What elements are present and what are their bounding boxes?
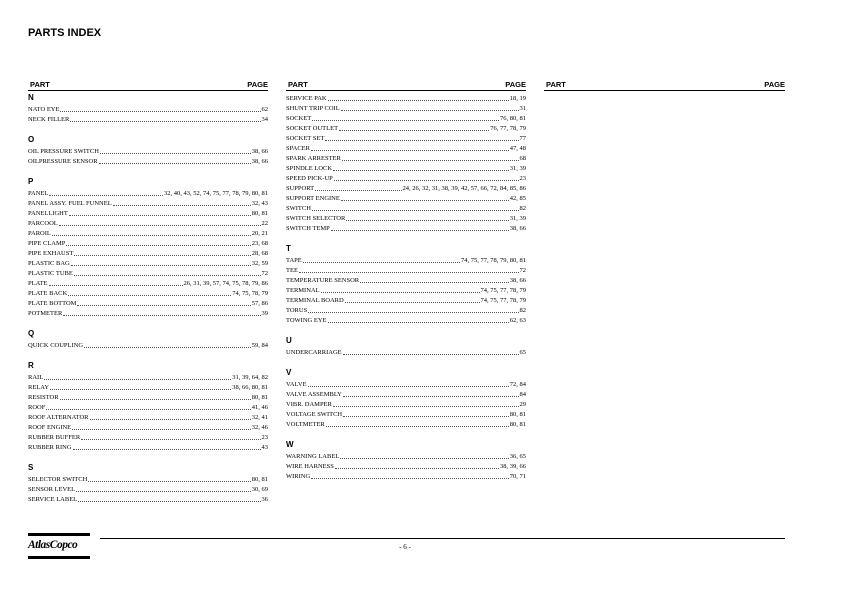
index-entry [28,392,268,402]
dot-leader [100,153,251,154]
page-refs: 38, 66 [509,277,526,284]
index-entry [286,213,526,223]
part-name: OILPRESSURE SENSOR [28,158,98,165]
part-name: ROOF ENGINE [28,424,72,431]
dot-leader [325,140,518,141]
index-entry [28,156,268,166]
part-name: TERMINAL [286,287,320,294]
dot-leader [312,120,499,121]
dot-leader [76,491,251,492]
page-refs: 23 [261,434,268,441]
part-name: PLATE BOTTOM [28,300,77,307]
page-refs: 38, 39, 66 [500,463,526,470]
index-entry [28,412,268,422]
page-refs: 32, 43 [251,200,268,207]
page-refs: 31, 39 [509,165,526,172]
page-refs: 18, 19 [509,95,526,102]
section-letter: S [28,463,34,472]
dot-leader [73,449,261,450]
page-refs: 38, 66 [251,158,268,165]
dot-leader [341,110,519,111]
page-refs: 76, 80, 81 [500,115,526,122]
page-refs: 31 [519,105,526,112]
dot-leader [326,426,509,427]
dot-leader [77,305,250,306]
part-name: PLATE BACK [28,290,68,297]
part-name: WIRE HARNESS [286,463,334,470]
page-refs: 68 [519,155,526,162]
part-name: SWITCH TEMP [286,225,330,232]
dot-leader [339,130,489,131]
part-name: NATO EYE [28,106,60,113]
part-name: SUPPORT [286,185,315,192]
index-entry [286,461,526,471]
index-entry [286,285,526,295]
part-name: NECK FILLER [28,116,70,123]
index-entry [286,409,526,419]
index-entry [286,347,526,357]
part-name: SENSOR LEVEL [28,486,76,493]
page-refs: 32, 59 [251,260,268,267]
page-refs: 80, 81 [251,210,268,217]
part-name: WIRING [286,473,311,480]
index-entry [286,379,526,389]
dot-leader [315,190,401,191]
page-refs: 32, 46 [251,424,268,431]
dot-leader [333,406,519,407]
index-entry [286,399,526,409]
index-entry [286,315,526,325]
part-name: PAROIL [28,230,51,237]
index-entry [28,268,268,278]
dot-leader [341,200,509,201]
index-column-3 [544,80,785,90]
index-entry [286,123,526,133]
part-name: WARNING LABEL [286,453,340,460]
page-refs: 32, 41 [251,414,268,421]
part-name: SWITCH SELECTOR [286,215,346,222]
index-entry [28,104,268,114]
part-name: POTMETER [28,310,63,317]
header-rule [28,90,268,91]
part-name: TERMINAL BOARD [286,297,344,304]
section-letter: O [28,135,35,144]
dot-leader [360,282,509,283]
page-refs: 22 [261,220,268,227]
page-refs: 80, 81 [509,421,526,428]
part-name: SPACER [286,145,310,152]
part-name: TEMPERATURE SENSOR [286,277,360,284]
page-refs: 82 [519,307,526,314]
part-name: SERVICE PAK [286,95,327,102]
part-name: RESISTOR [28,394,59,401]
dot-leader [334,180,519,181]
dot-leader [328,322,509,323]
page-refs: 42, 85 [509,195,526,202]
page-refs: 74, 75, 78, 79 [232,290,268,297]
dot-leader [343,416,509,417]
part-name: TORUS [286,307,308,314]
page-refs: 39 [261,310,268,317]
dot-leader [78,501,260,502]
index-entry [28,228,268,238]
part-name: RAIL [28,374,44,381]
dot-leader [335,468,499,469]
section-letter: V [286,368,292,377]
index-entry [28,402,268,412]
page-refs: 36 [261,496,268,503]
dot-leader [59,225,261,226]
index-entry [286,153,526,163]
dot-leader [345,302,480,303]
dot-leader [308,312,518,313]
page-refs: 74, 75, 77, 78, 79 [480,297,526,304]
dot-leader [311,150,509,151]
index-entry [286,163,526,173]
index-entry [286,173,526,183]
page-refs: 36, 65 [509,453,526,460]
page-refs: 84 [519,391,526,398]
page-refs: 57, 86 [251,300,268,307]
part-name: SERVICE LABEL [28,496,78,503]
dot-leader [340,458,508,459]
part-name: TAPE [286,257,302,264]
index-entry [286,93,526,103]
part-name: OIL PRESSURE SWITCH [28,148,99,155]
header-rule [544,90,785,91]
index-entry [286,143,526,153]
dot-leader [303,262,460,263]
page-title: PARTS INDEX [28,27,102,39]
page-refs: 80, 81 [509,411,526,418]
part-name: SOCKET OUTLET [286,125,339,132]
dot-leader [331,230,509,231]
dot-leader [299,272,519,273]
part-name: QUICK COUPLING [28,342,84,349]
page-refs: 23, 68 [251,240,268,247]
dot-leader [46,409,250,410]
part-name: SUPPORT ENGINE [286,195,340,202]
page-refs: 38, 66 [509,225,526,232]
index-entry [28,442,268,452]
dot-leader [69,215,251,216]
part-header: PART [546,80,566,89]
page-refs: 24, 26, 32, 31, 38, 39, 42, 57, 66, 72, 84, 85, 86 [402,185,526,192]
page-refs: 28, 68 [251,250,268,257]
page-refs: 62, 63 [509,317,526,324]
page-refs: 43 [261,444,268,451]
index-entry [286,133,526,143]
part-name: ROOF ALTERNATOR [28,414,89,421]
index-entry [286,103,526,113]
page-refs: 82 [519,205,526,212]
logo-wordmark: AtlasCopco [28,539,78,551]
section-letter: N [28,93,34,102]
page-refs: 72 [519,267,526,274]
dot-leader [63,315,260,316]
index-entry [28,218,268,228]
part-name: TEE [286,267,298,274]
part-name: ROOF [28,404,46,411]
dot-leader [81,439,260,440]
part-name: VIBR. DAMPER [286,401,332,408]
index-entry [286,305,526,315]
index-entry [28,288,268,298]
index-entry [286,295,526,305]
part-name: PANEL [28,190,49,197]
dot-leader [328,100,509,101]
page-refs: 62 [261,106,268,113]
part-name: RUBBER BUFFER [28,434,81,441]
section-letter: U [286,336,292,345]
dot-leader [60,399,251,400]
atlas-copco-logo [28,533,90,559]
part-name: PLATE [28,280,48,287]
index-entry [28,258,268,268]
part-name: VALVE ASSEMBLY [286,391,342,398]
page-refs: 80, 81 [251,476,268,483]
part-name: VALVE [286,381,307,388]
index-entry [286,183,526,193]
index-entry [286,223,526,233]
dot-leader [71,265,251,266]
index-entry [286,113,526,123]
page-refs: 47, 48 [509,145,526,152]
page-refs: 77 [519,135,526,142]
dot-leader [333,170,509,171]
dot-leader [44,379,231,380]
page-refs: 76, 77, 78, 79 [490,125,526,132]
page-refs: 31, 39, 64, 82 [232,374,268,381]
dot-leader [74,275,261,276]
index-entry [286,471,526,481]
page-refs: 29 [519,401,526,408]
part-name: SOCKET SET [286,135,325,142]
dot-leader [90,419,251,420]
part-name: VOLTMETER [286,421,325,428]
index-entry [28,372,268,382]
part-name: SPINDLE LOCK [286,165,333,172]
page-header: PAGE [764,80,785,89]
page-number: - 6 - [399,543,411,551]
dot-leader [70,121,260,122]
dot-leader [343,354,519,355]
section-letter: P [28,177,34,186]
index-entry [28,494,268,504]
index-entry [28,432,268,442]
part-name: PANEL ASSY. FUEL FUNNEL [28,200,112,207]
part-name: SWITCH [286,205,311,212]
part-name: RELAY [28,384,50,391]
index-entry [28,382,268,392]
page-refs: 38, 66, 80, 81 [232,384,268,391]
index-column-2 [286,80,526,480]
section-letter: R [28,361,34,370]
dot-leader [342,160,519,161]
logo-bar-top [28,533,90,536]
dot-leader [66,245,250,246]
part-name: PLASTIC BAG [28,260,70,267]
part-name: PANELLIGHT [28,210,68,217]
dot-leader [60,111,260,112]
index-entry [286,451,526,461]
page-header: PAGE [247,80,268,89]
index-entry [286,265,526,275]
index-entry [28,340,268,350]
index-entry [286,255,526,265]
dot-leader [49,285,183,286]
index-entry [28,198,268,208]
index-entry [28,278,268,288]
dot-leader [308,386,509,387]
page-refs: 65 [519,349,526,356]
part-name: SPARK ARRESTER [286,155,341,162]
page-refs: 70, 71 [509,473,526,480]
part-name: RUBBER RING [28,444,72,451]
page-refs: 38, 66 [251,148,268,155]
dot-leader [68,295,231,296]
index-entry [286,193,526,203]
section-letter: T [286,244,291,253]
part-name: PARCOOL [28,220,58,227]
dot-leader [52,235,251,236]
dot-leader [74,255,250,256]
column-header [28,80,268,90]
part-name: PIPE CLAMP [28,240,66,247]
dot-leader [113,205,251,206]
part-name: SHUNT TRIP COIL [286,105,340,112]
column-header [544,80,785,90]
dot-leader [50,389,231,390]
part-header: PART [288,80,308,89]
page-refs: 20, 21 [251,230,268,237]
index-entry [28,248,268,258]
part-name: PLASTIC TUBE [28,270,73,277]
index-entry [28,188,268,198]
dot-leader [346,220,508,221]
index-entry [28,114,268,124]
page-refs: 23 [519,175,526,182]
index-entry [28,208,268,218]
column-header [286,80,526,90]
page-refs: 59, 84 [251,342,268,349]
header-rule [286,90,526,91]
logo-bar-bottom [28,556,90,559]
page-refs: 80, 81 [251,394,268,401]
dot-leader [343,396,519,397]
page-refs: 74, 75, 77, 78, 79, 80, 81 [461,257,526,264]
part-name: SELECTOR SWITCH [28,476,88,483]
index-entry [286,419,526,429]
index-entry [28,422,268,432]
page-refs: 31, 39 [509,215,526,222]
index-entry [28,238,268,248]
index-entry [28,146,268,156]
section-letter: W [286,440,294,449]
page-refs: 32, 40, 43, 52, 74, 75, 77, 78, 79, 80, 81 [164,190,268,197]
page-refs: 72 [261,270,268,277]
section-letter: Q [28,329,35,338]
page-refs: 34 [261,116,268,123]
page-refs: 74, 75, 77, 78, 79 [480,287,526,294]
dot-leader [88,481,250,482]
footer-rule [100,538,785,539]
dot-leader [99,163,251,164]
dot-leader [321,292,480,293]
index-entry [28,484,268,494]
page-refs: 41, 46 [251,404,268,411]
index-entry [28,474,268,484]
index-entry [286,275,526,285]
dot-leader [72,429,251,430]
page-refs: 26, 31, 39, 57, 74, 75, 78, 79, 86 [183,280,268,287]
index-entry [286,389,526,399]
page-header: PAGE [505,80,526,89]
dot-leader [84,347,251,348]
dot-leader [311,478,509,479]
index-column-1 [28,80,268,503]
part-name: SOCKET [286,115,312,122]
part-name: UNDERCARRIAGE [286,349,342,356]
page-refs: 72, 84 [509,381,526,388]
part-name: PIPE EXHAUST [28,250,74,257]
part-name: VOLTAGE SWITCH [286,411,343,418]
index-entry [286,203,526,213]
page-refs: 30, 69 [251,486,268,493]
part-name: TOWING EYE [286,317,327,324]
part-name: SPEED PICK-UP [286,175,333,182]
part-header: PART [30,80,50,89]
index-entry [28,308,268,318]
dot-leader [49,195,163,196]
dot-leader [312,210,519,211]
index-entry [28,298,268,308]
